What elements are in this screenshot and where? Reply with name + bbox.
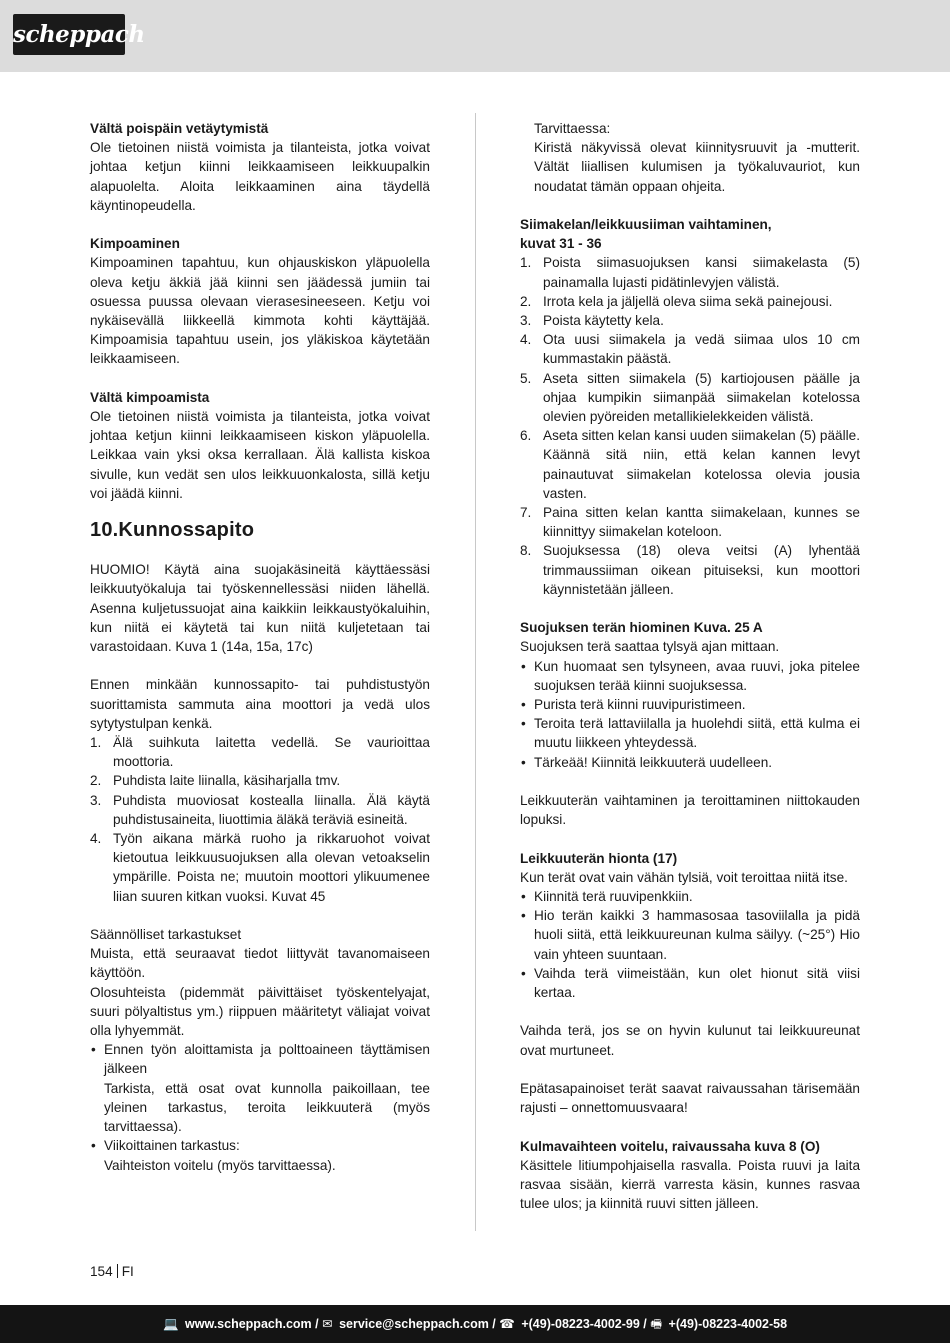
list-item: 2. Puhdista laite liinalla, käsiharjalla tmv. (90, 773, 341, 789)
chapter-title: Kunnossapito (118, 519, 255, 542)
list-item: 1. Älä suihkuta laitetta vedellä. Se vaurioittaa moottoria. (90, 735, 430, 770)
list-item: • Tärkeää! Kiinnitä leikkuuterä uudelleen. (521, 754, 773, 770)
paragraph: Leikkuuterän vaihtaminen ja teroittaminen niittokauden lopuksi. (520, 793, 860, 828)
fax-number: +(49)-08223-4002-58 (668, 1317, 788, 1331)
page-number (90, 1264, 134, 1279)
list-item: • Kun huomaat sen tylsyneen, avaa ruuvi, joka pitelee suojuksen terää kiinni suojuksessa. (521, 658, 860, 693)
computer-icon: 💻 (162, 1317, 179, 1331)
section-title: Kimpoaminen (90, 236, 180, 252)
list-item: 4. Ota uusi siimakela ja vedä siimaa ulos 10 cm kummastakin päästä. (520, 332, 860, 367)
section-title: Siimakelan/leikkuusiiman vaihtaminen, (520, 217, 772, 232)
scheppach-logo: scheppach (13, 14, 125, 55)
paragraph: HUOMIO! Käytä aina suojakäsineitä käyttäessäsi leikkuutyökaluja tai työskennellessäsi niiden lähellä. Asenna kuljetussuojat aina kaikkiin leikkaustyökaluihin, kun niitä ei käytetä tai kun niitä kuljetetaan tai varastoidaan. Kuva 1 (14a, 15a, 17c) (90, 562, 430, 655)
mail-icon: ✉ (322, 1317, 333, 1331)
left-column (90, 119, 430, 1175)
list-item: 3. Puhdista muoviosat kostealla liinalla. Älä käytä puhdistusaineita, liuottimia äläkä teräviä esineitä. (90, 792, 430, 827)
paragraph: Kun terät ovat vain vähän tylsiä, voit teroittaa niitä itse. (520, 869, 848, 885)
chapter-heading (90, 521, 430, 540)
website-link[interactable]: www.scheppach.com / (185, 1317, 319, 1331)
line-replacement-steps (520, 253, 860, 599)
page-number-value: 154 (90, 1264, 113, 1279)
list-subtext: Tarkista, että osat ovat kunnolla paikoillaan, tee yleinen tarkastus, teroita leikkuuterä (myös tarvittaessa). (104, 1080, 430, 1135)
section-title: Kulmavaihteen voitelu, raivaussaha kuva 8 (O) (520, 1138, 820, 1154)
paragraph: Ennen minkään kunnossapito- tai puhdistustyön suorittamista sammuta aina moottori ja vedä ulos sytytystulpan kenkä. (90, 677, 430, 731)
paragraph: Kimpoaminen tapahtuu, kun ohjauskiskon yläpuolella oleva ketju äkkiä jää kiinni sen jäädessä jumiin tai osuessa puussa olevaan vierasesineeseen. Ketju voi nykäisevällä liikkeellä kimmota kohti käyttäjää. Kimpoamisia tapahtuu usein, jos yläkiskoa käytetään leikkaamiseen. (90, 255, 430, 367)
list-item: • Viikoittainen tarkastus: (91, 1138, 240, 1154)
list-item: 5. Aseta sitten siimakela (5) kartiojousen päälle ja ohjaa kumpikin siimanpää siimakelan kotelossa olevien pyöreiden metallikielekkeiden välistä. (520, 370, 860, 425)
section-title: Suojuksen terän hiominen Kuva. 25 A (520, 620, 763, 636)
paragraph: Ole tietoinen niistä voimista ja tilanteista, jotka voivat johtaa ketjun kiinni leikkaamiseen leikkuupalkin alapuolelta. Aloita leikkaaminen aina täydellä käyntinopeudella. (90, 140, 430, 213)
list-item: 7. Paina sitten kelan kantta siimakelaan, kunnes se kiinnittyy siimakelan koteloon. (520, 505, 860, 540)
fax-icon: 🖷 (650, 1317, 663, 1331)
maintenance-steps (90, 733, 430, 906)
chapter-number: 10. (90, 519, 119, 542)
section-title: Vältä poispäin vetäytymistä (90, 121, 269, 136)
paragraph: Käsittele litiumpohjaisella rasvalla. Poista ruuvi ja laita rasvaa sisään, kierrä varresta käsin, kunnes rasvaa tulee ulos; ja kiinnitä ruuvi sitten jälleen. (520, 1157, 860, 1212)
list-item: 4. Työn aikana märkä ruoho ja rikkaruohot voivat kietoutua leikkuusuojuksen alla olevan vetoakselin ympärille. Poista ne; muutoin moottori ylikuumenee liian suuren kitkan vuoksi. Kuvat 45 (90, 831, 430, 904)
list-item: • Teroita terä lattaviilalla ja huolehdi siitä, että kulma ei muutu liikkeen yhteydessä. (521, 716, 860, 751)
list-subtext: Vaihteiston voitelu (myös tarvittaessa). (104, 1157, 336, 1173)
section-title: Leikkuuterän hionta (17) (520, 850, 678, 866)
paragraph: Suojuksen terä saattaa tylsyä ajan mittaan. (520, 639, 780, 655)
right-column (520, 119, 860, 1213)
list-item: 1. Poista siimasuojuksen kansi siimakelasta (5) painamalla lujasti pidätinlevyjen välistä. (520, 255, 860, 290)
list-item: 3. Poista käytetty kela. (520, 313, 664, 329)
column-divider (475, 113, 476, 1231)
footer-bar (0, 1305, 950, 1343)
phone-icon: ☎ (499, 1317, 515, 1331)
list-item: • Ennen työn aloittamista ja polttoaineen täyttämisen jälkeen (91, 1042, 430, 1077)
inspection-list (90, 1040, 430, 1078)
subheading: Säännölliset tarkastukset (90, 927, 242, 943)
inspection-list (90, 1136, 430, 1155)
list-item: 8. Suojuksessa (18) oleva veitsi (A) lyhentää trimmaussiiman oikean pituiseksi, kun moottori käynnistetään jälleen. (520, 543, 860, 597)
paragraph: Olosuhteista (pidemmät päivittäiset työskentelyajat, suuri pölyaltistus ym.) riippuen määritetyt väliajat voivat olla lyhyemmät. (90, 984, 430, 1039)
continued-text: Kiristä näkyvissä olevat kiinnitysruuvit ja -mutterit. Vältät liiallisen kulumisen ja työkaluvauriot, kun noudatat tämän oppaan ohjeita. (534, 140, 860, 194)
continued-label: Tarvittaessa: (534, 121, 611, 136)
paragraph: Muista, että seuraavat tiedot liittyvät tavanomaiseen käyttöön. (90, 946, 430, 981)
list-item: 2. Irrota kela ja jäljellä oleva siima sekä painejousi. (520, 293, 833, 309)
blade-sharpening-list (520, 657, 860, 772)
list-item: 6. Aseta sitten kelan kansi uuden siimakelan (5) päälle. Käännä sitä niin, että kelan kannen levyt painautuvat siimakelan kotelossa olevia jousia vasten. (520, 428, 860, 501)
section-title: kuvat 31 - 36 (520, 236, 602, 252)
phone-number: +(49)-08223-4002-99 / (521, 1317, 647, 1331)
paragraph: Epätasapainoiset terät saavat raivaussahan tärisemään rajusti – onnettomuusvaara! (520, 1081, 860, 1116)
email-link[interactable]: service@scheppach.com / (339, 1317, 496, 1331)
list-item: • Hio terän kaikki 3 hammasosaa tasoviilalla ja pidä huoli siitä, että leikkuureunan kulma säilyy. (~25°) Hio vain yhteen suuntaan. (521, 908, 860, 962)
language-code: FI (121, 1264, 134, 1279)
list-item: • Purista terä kiinni ruuvipuristimeen. (521, 697, 746, 713)
paragraph: Vaihda terä, jos se on hyvin kulunut tai leikkuureunat ovat murtuneet. (520, 1023, 860, 1058)
header-bar (0, 0, 950, 72)
list-item: • Kiinnitä terä ruuvipenkkiin. (521, 889, 693, 905)
list-item: • Vaihda terä viimeistään, kun olet hionut sitä viisi kertaa. (521, 965, 860, 1001)
section-title: Vältä kimpoamista (90, 389, 210, 405)
cutting-blade-list (520, 887, 860, 1002)
paragraph: Ole tietoinen niistä voimista ja tilanteista, jotka voivat johtaa ketjun kiinni leikkaamiseen kiskon yläpuolella. Leikkaa vain yksi oksa kerrallaan. Älä kallista kiskoa sivulle, kun vedät sen ulos leikkuuonkalosta, sillä ketju voi jäädä kiinni. (90, 409, 430, 501)
